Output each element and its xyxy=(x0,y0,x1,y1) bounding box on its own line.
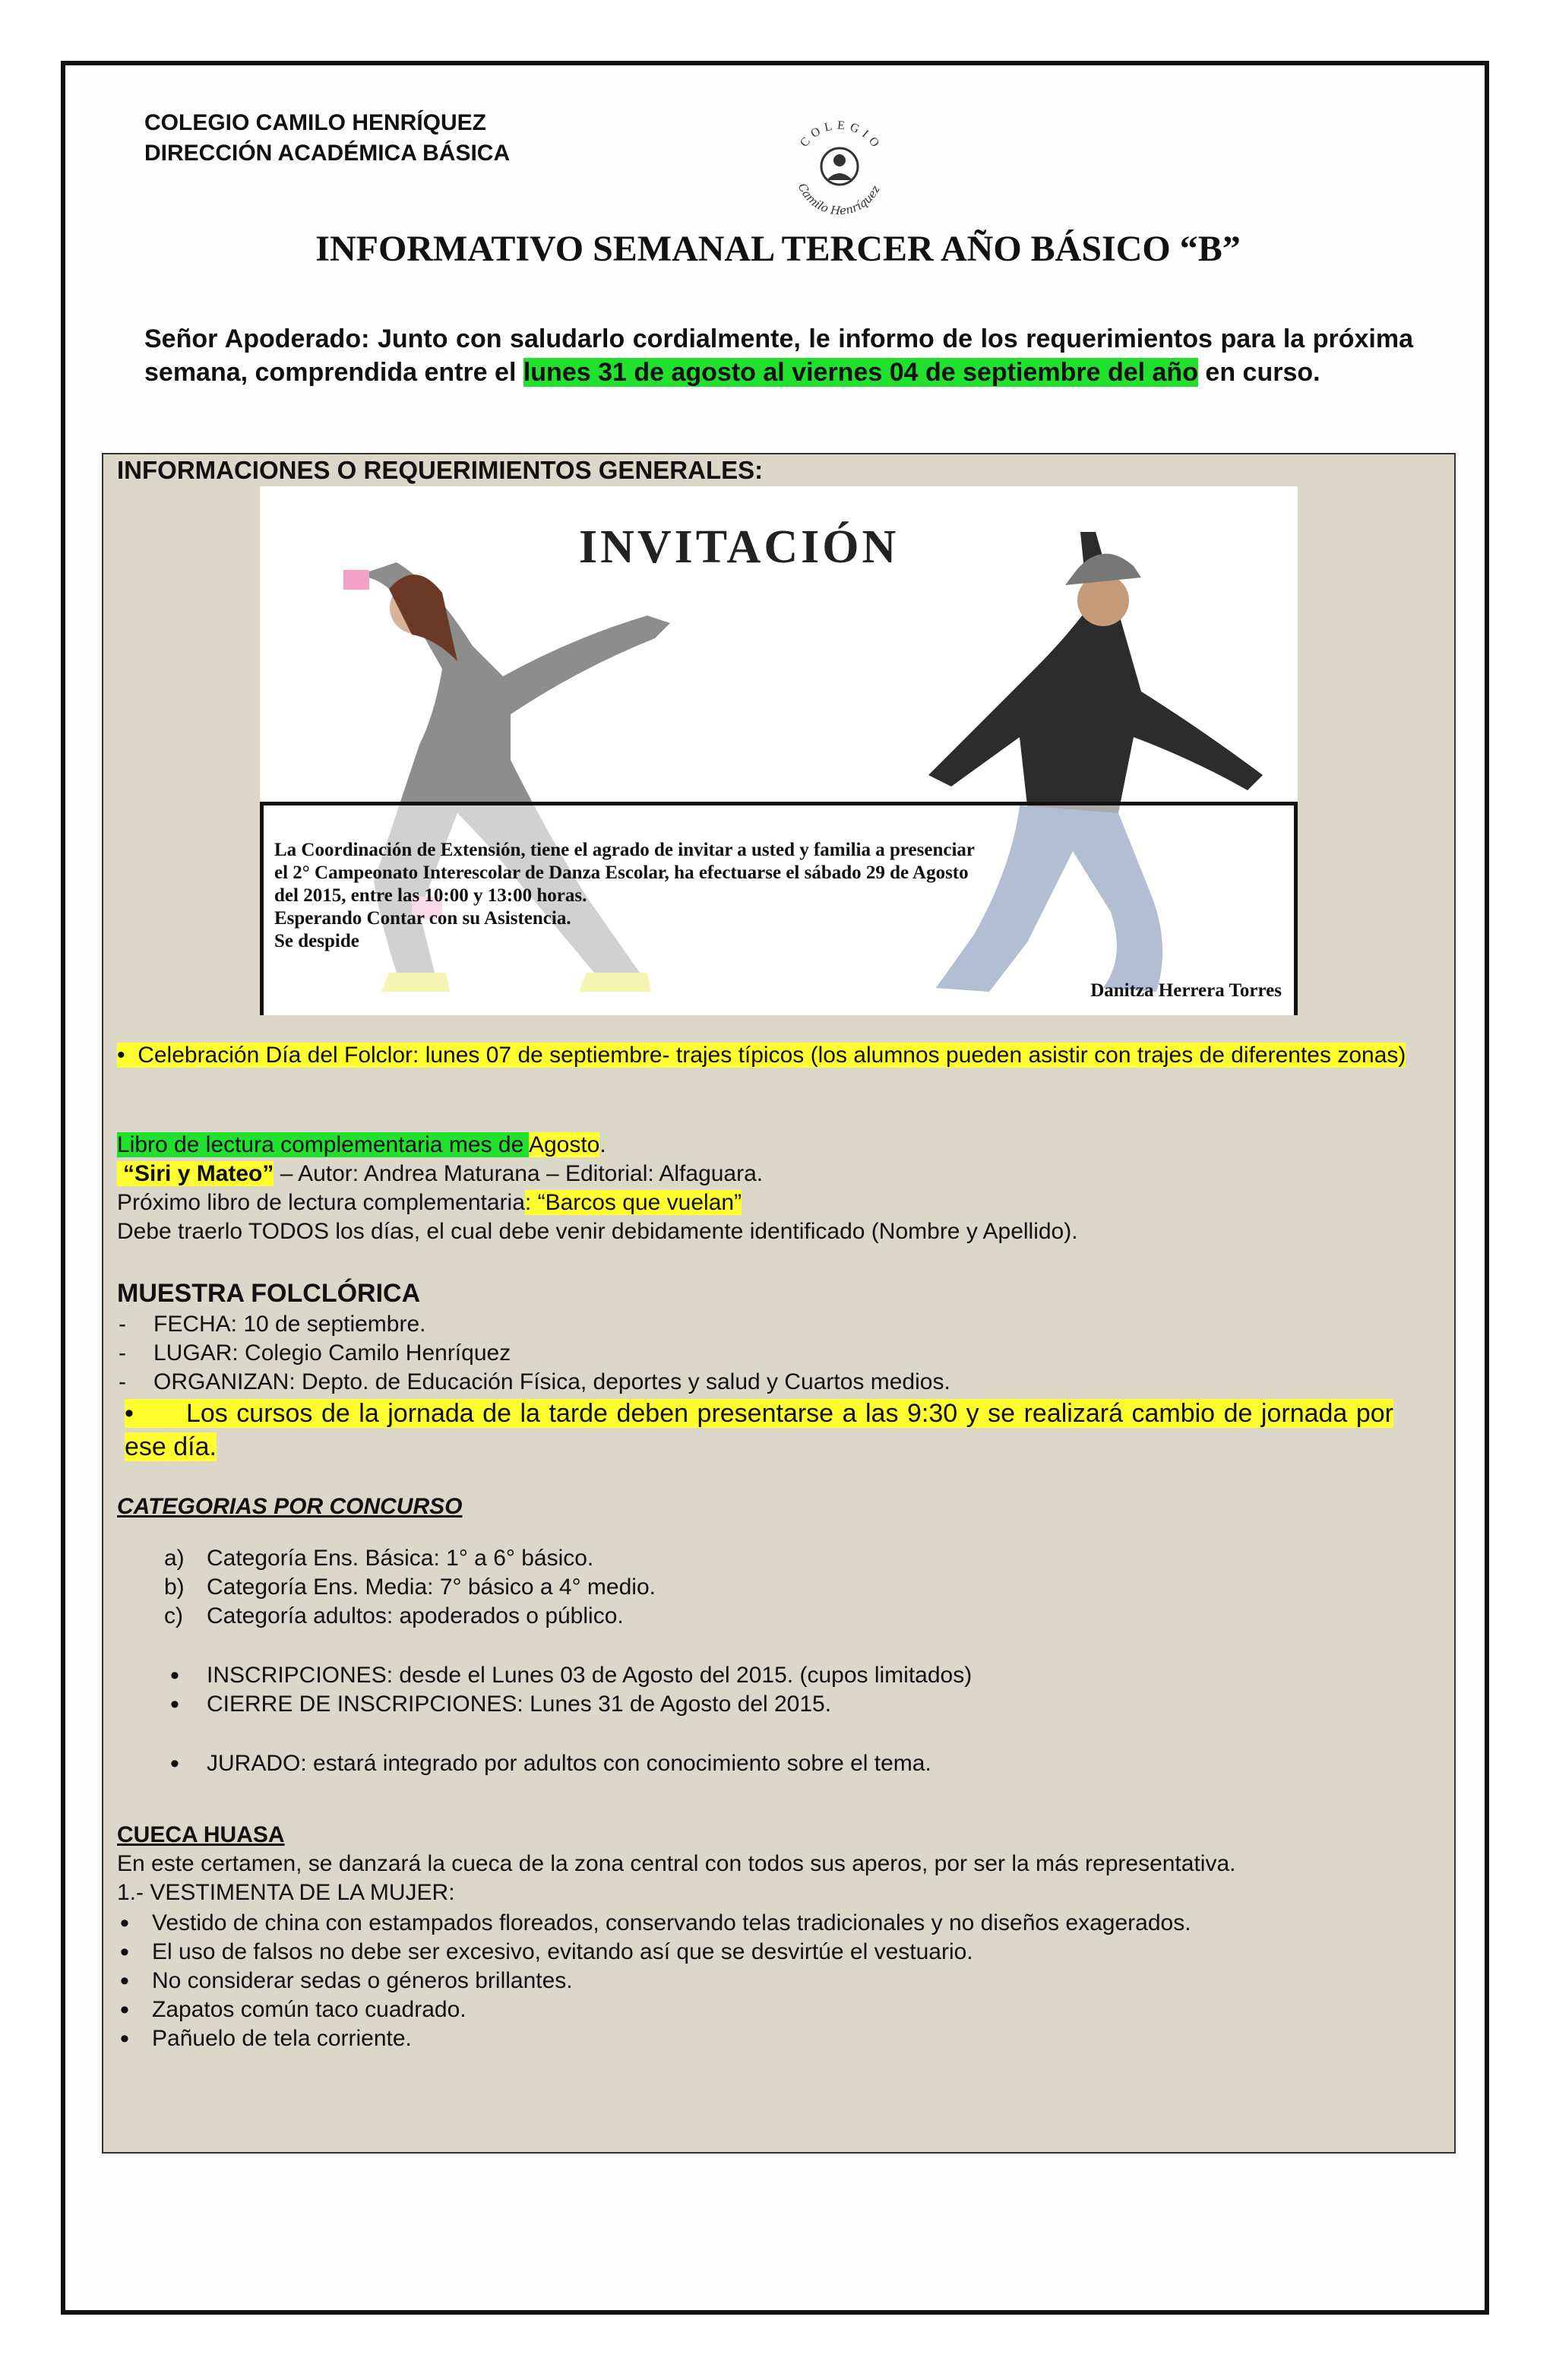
invitation-line: el 2° Campeonato Interescolar de Danza Escolar, ha efectuarse el sábado 29 de Agosto xyxy=(274,862,969,883)
invitation-line: del 2015, entre las 10:00 y 13:00 horas. xyxy=(274,885,587,906)
muestra-alert-text: Los cursos de la jornada de la tarde deben presentarse a las 9:30 y se realizará cambio de jornada por ese día. xyxy=(125,1399,1393,1461)
invitation-signature: Danitza Herrera Torres xyxy=(1090,980,1282,1001)
list-item: • El uso de falsos no debe ser excesivo, evitando así que se desvirtúe el vestuario. xyxy=(117,1938,1439,1967)
school-name: COLEGIO CAMILO HENRÍQUEZ xyxy=(144,110,486,135)
list-item: • JURADO: estará integrado por adultos con conocimiento sobre el tema. xyxy=(117,1749,1439,1778)
school-logo-icon xyxy=(783,110,897,224)
logo-bottom-text: Camilo Henríquez xyxy=(795,181,883,218)
list-item: - LUGAR: Colegio Camilo Henríquez xyxy=(117,1339,1439,1368)
reading-label-line xyxy=(117,1131,1439,1160)
svg-text:Camilo Henríquez xyxy=(795,181,883,217)
list-marker: c) xyxy=(164,1603,183,1628)
list-item xyxy=(117,1544,1439,1573)
reading-next-label: Próximo libro de lectura complementaria xyxy=(117,1190,525,1215)
reading-note: Debe traerlo TODOS los días, el cual debe venir debidamente identificado (Nombre y Apellido). xyxy=(117,1219,1078,1244)
bullet-icon: • xyxy=(125,1399,186,1428)
department-name: DIRECCIÓN ACADÉMICA BÁSICA xyxy=(144,141,511,166)
muestra-heading: MUESTRA FOLCLÓRICA xyxy=(117,1279,421,1308)
muestra-list xyxy=(117,1310,1439,1397)
intro-date-highlight: lunes 31 de agosto al viernes 04 de septiembre del año xyxy=(523,358,1198,387)
school-header xyxy=(144,108,510,169)
list-item-text: Categoría Ens. Media: 7° básico a 4° medio. xyxy=(207,1575,656,1600)
invitation-title: INVITACIÓN xyxy=(579,521,900,573)
reading-label-end: . xyxy=(599,1132,606,1157)
reading-book-info: – Autor: Andrea Maturana – Editorial: Alfaguara. xyxy=(274,1161,764,1186)
list-item: - FECHA: 10 de septiembre. xyxy=(117,1310,1439,1339)
intro-text: Señor Apoderado: Junto con saludarlo cordialmente, le informo de los requerimientos para la próxima semana, comprendida entre el xyxy=(144,324,1413,387)
muestra-section xyxy=(117,1277,1439,1464)
reading-next-line xyxy=(117,1188,1439,1217)
intro-paragraph xyxy=(144,322,1413,389)
folclor-highlight xyxy=(117,1043,1406,1068)
list-item xyxy=(117,1573,1439,1602)
list-marker: b) xyxy=(164,1575,185,1600)
reading-book-line xyxy=(117,1160,1439,1188)
invitation-line: La Coordinación de Extensión, tiene el agrado de invitar a usted y familia a presenciar xyxy=(274,840,975,860)
invitation-image xyxy=(260,486,1298,1015)
cueca-subheading: 1.- VESTIMENTA DE LA MUJER: xyxy=(117,1880,455,1905)
inscripciones-list xyxy=(117,1661,1439,1719)
logo-top-text: COLEGIO xyxy=(797,119,884,153)
list-marker: a) xyxy=(164,1546,185,1571)
invitation-text xyxy=(274,839,1285,953)
list-item: - ORGANIZAN: Depto. de Educación Física, deportes y salud y Cuartos medios. xyxy=(117,1368,1439,1397)
reading-month: Agosto xyxy=(528,1132,600,1157)
list-item-text: Categoría Ens. Básica: 1° a 6° básico. xyxy=(207,1546,594,1571)
folclor-notice xyxy=(117,1041,1439,1070)
cueca-list xyxy=(117,1909,1439,2053)
list-item: • No considerar sedas o géneros brillantes. xyxy=(117,1967,1439,1995)
invitation-line: Se despide xyxy=(274,931,359,951)
categorias-section xyxy=(117,1492,1439,1778)
reading-next-title: : “Barcos que vuelan” xyxy=(524,1190,742,1215)
list-item: • Pañuelo de tela corriente. xyxy=(117,2024,1439,2053)
cueca-intro: En este certamen, se danzará la cueca de la zona central con todos sus aperos, por ser la más representativa. xyxy=(117,1851,1236,1876)
cueca-section xyxy=(117,1821,1439,2053)
muestra-alert-highlight xyxy=(125,1399,1393,1461)
categorias-heading: CATEGORIAS POR CONCURSO xyxy=(117,1494,463,1519)
categorias-list xyxy=(117,1544,1439,1631)
invitation-text-panel xyxy=(260,802,1298,1015)
list-item: • CIERRE DE INSCRIPCIONES: Lunes 31 de Agosto del 2015. xyxy=(117,1690,1439,1719)
folclor-text: Celebración Día del Folclor: lunes 07 de septiembre- trajes típicos (los alumnos pueden asistir con trajes de diferentes zonas) xyxy=(138,1043,1406,1068)
general-info-heading: INFORMACIONES O REQUERIMIENTOS GENERALES: xyxy=(117,456,764,484)
reading-book-title: “Siri y Mateo” xyxy=(117,1161,274,1186)
muestra-alert xyxy=(117,1397,1393,1464)
list-item: • INSCRIPCIONES: desde el Lunes 03 de Agosto del 2015. (cupos limitados) xyxy=(117,1661,1439,1690)
reading-section xyxy=(117,1131,1439,1246)
bullet-icon: • xyxy=(117,1043,138,1068)
list-item: • Zapatos común taco cuadrado. xyxy=(117,1995,1439,2024)
cueca-heading: CUECA HUASA xyxy=(117,1822,285,1847)
list-item-text: Categoría adultos: apoderados o público. xyxy=(207,1603,624,1628)
invitation-line: Esperando Contar con su Asistencia. xyxy=(274,908,571,929)
intro-text-end: en curso. xyxy=(1197,358,1320,387)
list-item: • Vestido de china con estampados floreados, conservando telas tradicionales y no diseños exagerados. xyxy=(117,1909,1439,1938)
list-item xyxy=(117,1602,1439,1631)
page-title: INFORMATIVO SEMANAL TERCER AÑO BÁSICO “B” xyxy=(315,229,1241,269)
reading-label: Libro de lectura complementaria mes de xyxy=(117,1132,529,1157)
jurado-list xyxy=(117,1749,1439,1778)
